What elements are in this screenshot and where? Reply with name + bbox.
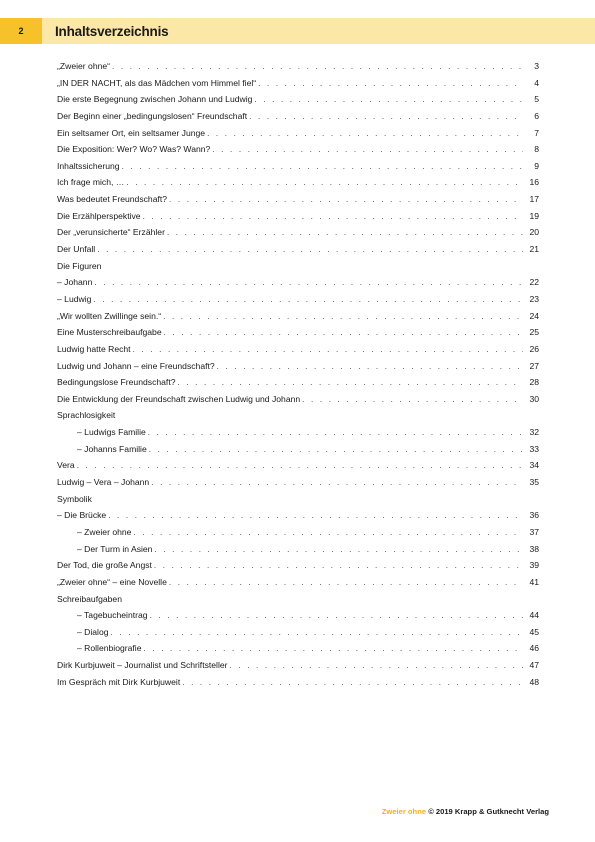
toc-entry-title: „IN DER NACHT, als das Mädchen vom Himmel fiel“ — [57, 77, 257, 88]
toc-dot-leader — [97, 242, 523, 259]
toc-entry-title: Der „verunsicherte“ Erzähler — [57, 227, 165, 238]
toc-entry-page: 46 — [529, 643, 539, 654]
toc-entry-title: – Die Brücke — [57, 510, 107, 521]
toc-entry-title: Die erste Begegnung zwischen Johann und Ludwig — [57, 94, 253, 105]
toc-entry — [57, 541, 539, 558]
toc-dot-leader — [258, 76, 523, 93]
toc-entry — [57, 391, 539, 408]
toc-entry-title: – Ludwig — [57, 293, 92, 304]
toc-entry-title: – Johanns Familie — [77, 443, 147, 454]
toc-entry-page: 44 — [529, 610, 539, 621]
toc-dot-leader — [93, 292, 523, 309]
toc-entry-title: Der Unfall — [57, 244, 96, 255]
toc-entry-title: Ich frage mich, … — [57, 177, 125, 188]
toc-entry — [57, 574, 539, 591]
toc-dot-leader — [167, 225, 523, 242]
toc-entry-title: Die Erzählperspektive — [57, 210, 141, 221]
toc-entry-page: 37 — [529, 526, 539, 537]
toc-dot-leader — [94, 275, 523, 292]
toc-dot-leader — [149, 442, 523, 459]
toc-entry-page: 41 — [529, 576, 539, 587]
toc-entry-title: – Tagebucheintrag — [77, 610, 148, 621]
toc-entry-page: 25 — [529, 327, 539, 338]
toc-entry-page: 26 — [529, 343, 539, 354]
toc-entry-page: 22 — [529, 277, 539, 288]
toc-dot-leader — [108, 508, 523, 525]
toc-entry-page: 30 — [529, 393, 539, 404]
toc-entry-title: „Zweier ohne“ — [57, 61, 111, 71]
toc-entry-page: 32 — [529, 427, 539, 438]
toc-entry — [57, 258, 539, 275]
toc-entry-page: 45 — [529, 626, 539, 637]
toc-entry-title: „Zweier ohne“ – eine Novelle — [57, 576, 167, 587]
toc-entry-page: 16 — [529, 177, 539, 188]
toc-entry — [57, 141, 539, 158]
toc-entry-title: – Zweier ohne — [77, 526, 132, 537]
toc-entry-page: 8 — [534, 144, 539, 155]
toc-entry — [57, 58, 539, 75]
toc-entry-title: – Der Turm in Asien — [77, 543, 153, 554]
toc-entry — [57, 491, 539, 508]
toc-entry-title: Ludwig und Johann – eine Freundschaft? — [57, 360, 215, 371]
footer — [382, 807, 549, 816]
toc-entry — [57, 457, 539, 474]
toc-dot-leader — [154, 558, 523, 575]
toc-dot-leader — [77, 458, 523, 475]
toc-entry-title: „Wir wollten Zwillinge sein.“ — [57, 310, 162, 321]
toc-entry-title: Im Gespräch mit Dirk Kurbjuweit — [57, 676, 181, 687]
footer-copyright: © 2019 Krapp & Gutknecht Verlag — [428, 807, 549, 816]
toc-entry-title: Bedingungslose Freundschaft? — [57, 377, 176, 388]
toc-entry-title: Vera — [57, 460, 75, 471]
toc-dot-leader — [169, 192, 523, 209]
toc-entry — [57, 657, 539, 674]
toc-entry-title: Ein seltsamer Ort, ein seltsamer Junge — [57, 127, 206, 138]
toc-entry-title: Der Beginn einer „bedingungslosen“ Freundschaft — [57, 110, 248, 121]
toc-dot-leader — [302, 392, 523, 409]
toc-entry — [57, 191, 539, 208]
toc-entry — [57, 108, 539, 125]
toc-entry — [57, 324, 539, 341]
toc-entry-title: Symbolik — [57, 493, 92, 504]
toc-entry-title: Der Tod, die große Angst — [57, 560, 152, 571]
toc-entry-page: 34 — [529, 460, 539, 471]
toc-entry-title: – Ludwigs Familie — [77, 427, 146, 438]
toc-entry — [57, 158, 539, 175]
toc-entry — [57, 557, 539, 574]
toc-entry — [57, 91, 539, 108]
toc-entry — [57, 308, 539, 325]
toc-entry — [57, 241, 539, 258]
toc-entry-page: 27 — [529, 360, 539, 371]
toc-dot-leader — [112, 59, 523, 76]
toc-entry — [57, 474, 539, 491]
toc-dot-leader — [217, 359, 523, 376]
toc-dot-leader — [207, 126, 523, 143]
toc-entry-page: 35 — [529, 477, 539, 488]
toc-entry-page: 23 — [529, 293, 539, 304]
toc-entry-page: 17 — [529, 194, 539, 205]
toc-entry-title: Die Figuren — [57, 260, 102, 271]
toc-entry — [57, 208, 539, 225]
toc-dot-leader — [144, 641, 524, 658]
toc-dot-leader — [169, 575, 523, 592]
toc-dot-leader — [164, 325, 523, 342]
toc-entry — [57, 640, 539, 657]
toc-entry-page: 7 — [534, 127, 539, 138]
toc-dot-leader — [133, 342, 523, 359]
toc-entry-page: 21 — [529, 244, 539, 255]
toc-entry-page: 6 — [534, 110, 539, 121]
table-of-contents — [57, 58, 539, 690]
toc-entry-page: 3 — [534, 61, 539, 71]
toc-dot-leader — [182, 675, 523, 692]
toc-entry-page: 28 — [529, 377, 539, 388]
toc-entry-title: Die Entwicklung der Freundschaft zwischen Ludwig und Johann — [57, 393, 301, 404]
toc-dot-leader — [177, 375, 523, 392]
toc-entry-title: – Johann — [57, 277, 93, 288]
toc-entry-page: 24 — [529, 310, 539, 321]
toc-dot-leader — [133, 525, 523, 542]
toc-entry — [57, 341, 539, 358]
toc-dot-leader — [249, 109, 523, 126]
toc-entry — [57, 358, 539, 375]
page-title: Inhaltsverzeichnis — [55, 23, 169, 39]
toc-dot-leader — [212, 142, 523, 159]
toc-entry — [57, 125, 539, 142]
toc-dot-leader — [230, 658, 523, 675]
toc-entry-title: Was bedeutet Freundschaft? — [57, 194, 168, 205]
toc-dot-leader — [143, 209, 523, 226]
toc-entry — [57, 591, 539, 608]
page-number: 2 — [0, 18, 42, 44]
toc-entry — [57, 441, 539, 458]
toc-dot-leader — [150, 608, 523, 625]
toc-entry-title: – Dialog — [77, 626, 109, 637]
toc-entry-title: Ludwig – Vera – Johann — [57, 477, 150, 488]
toc-entry — [57, 607, 539, 624]
toc-entry-title: – Rollenbiografie — [77, 643, 142, 654]
toc-dot-leader — [111, 625, 523, 642]
toc-entry-page: 39 — [529, 560, 539, 571]
toc-entry — [57, 507, 539, 524]
toc-dot-leader — [154, 542, 523, 559]
toc-entry-title: Inhaltssicherung — [57, 160, 120, 171]
toc-entry-title: Schreibaufgaben — [57, 593, 122, 604]
toc-entry-page: 38 — [529, 543, 539, 554]
toc-entry — [57, 374, 539, 391]
toc-entry — [57, 524, 539, 541]
toc-entry — [57, 291, 539, 308]
toc-entry — [57, 674, 539, 691]
header-band — [42, 18, 595, 44]
toc-dot-leader — [148, 425, 523, 442]
toc-dot-leader — [163, 309, 523, 326]
toc-entry-title: Ludwig hatte Recht — [57, 343, 131, 354]
toc-entry-title: Dirk Kurbjuweit – Journalist und Schriftsteller — [57, 660, 228, 671]
footer-book-title: Zweier ohne — [381, 807, 427, 816]
toc-entry — [57, 407, 539, 424]
toc-entry-page: 36 — [529, 510, 539, 521]
toc-entry-title: Die Exposition: Wer? Wo? Was? Wann? — [57, 144, 211, 155]
toc-entry-page: 5 — [534, 94, 539, 105]
toc-entry-page: 20 — [529, 227, 539, 238]
toc-entry — [57, 424, 539, 441]
toc-entry-page: 4 — [534, 77, 539, 88]
toc-entry — [57, 174, 539, 191]
toc-entry-page: 47 — [529, 660, 539, 671]
toc-entry-page: 48 — [529, 676, 539, 687]
toc-entry-page: 19 — [529, 210, 539, 221]
toc-dot-leader — [126, 175, 523, 192]
toc-entry — [57, 624, 539, 641]
toc-dot-leader — [151, 475, 523, 492]
toc-dot-leader — [122, 159, 523, 176]
toc-entry-page: 33 — [529, 443, 539, 454]
toc-entry-page: 9 — [534, 160, 539, 171]
toc-entry-title: Sprachlosigkeit — [57, 410, 116, 421]
toc-entry-title: Eine Musterschreibaufgabe — [57, 327, 162, 338]
toc-entry — [57, 274, 539, 291]
toc-entry — [57, 75, 539, 92]
toc-dot-leader — [254, 92, 523, 109]
toc-entry — [57, 224, 539, 241]
